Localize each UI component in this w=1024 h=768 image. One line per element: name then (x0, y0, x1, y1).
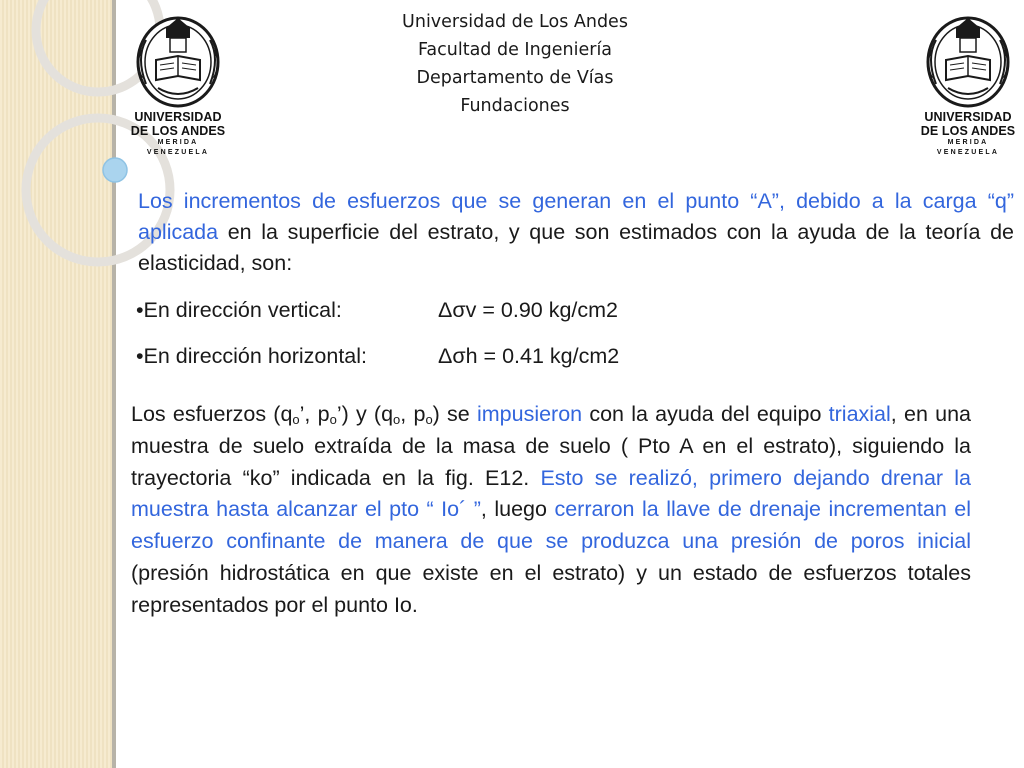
logo-line-university: UNIVERSIDAD (134, 110, 222, 124)
p2-text-4: , p (400, 402, 426, 426)
logo-line-merida: MERIDA VENEZUELA (146, 139, 210, 156)
logo-line-university: UNIVERSIDAD (924, 110, 1012, 124)
header-university: Universidad de Los Andes (402, 12, 628, 32)
p2-sub-2: o (329, 412, 337, 427)
p2-blue-2: triaxial (828, 402, 891, 426)
bullet-vertical-label: •En dirección vertical: (136, 298, 342, 322)
intro-paragraph (138, 186, 1014, 279)
bullet-vertical (136, 295, 618, 325)
university-crest-icon (128, 10, 228, 110)
p2-text-8: , luego (480, 497, 555, 522)
intro-text-3: en la superficie del estrato, y que son estimados con la ayuda de la teoría de elasticidad, son: (138, 220, 1014, 275)
p2-text-5: ) se (432, 402, 477, 426)
p2-sub-4: o (425, 412, 433, 427)
p2-text-7: , en una muestra de suelo extraída de la masa de suelo ( Pto A en el estrato), siguiendo la trayectoria “ko” indicada en la fig. E12. (131, 402, 971, 490)
intro-text-2: debido a la carga “q” aplicada (138, 189, 1014, 244)
bullet-horizontal-label: •En dirección horizontal: (136, 344, 368, 368)
university-logo-left (128, 10, 228, 156)
bullet-horizontal-value: Δσh = 0.41 kg/cm2 (438, 344, 620, 368)
header-department: Departamento de Vías (416, 68, 614, 88)
p2-text-9: (presión hidrostática en que existe en el estrato) y un estado de esfuerzos totales representados por el punto Io. (131, 560, 971, 617)
p2-text-2: ’, p (299, 402, 330, 426)
page-header (360, 8, 670, 120)
university-logo-right (918, 10, 1018, 156)
p2-text-1: Los esfuerzos (q (131, 402, 293, 426)
logo-line-de-los-andes: DE LOS ANDES (920, 124, 1016, 138)
p2-blue-4: cerraron la llave de drenaje incrementan el esfuerzo confinante de manera de que se produzca una presión de poros inicial (131, 497, 972, 554)
logo-line-de-los-andes: DE LOS ANDES (130, 124, 226, 138)
university-crest-icon (918, 10, 1018, 110)
p2-sub-1: o (292, 412, 300, 427)
header-course: Fundaciones (460, 96, 570, 116)
intro-text-1: Los incrementos de esfuerzos que se generan en el punto “A”, (138, 189, 797, 213)
p2-blue-3: Esto se realizó, primero dejando drenar la muestra hasta alcanzar el pto “ Io´ ” (131, 465, 971, 522)
p2-sub-3: o (393, 412, 401, 427)
p2-text-6: con la ayuda del equipo (582, 402, 829, 426)
body-paragraph (131, 399, 971, 622)
p2-blue-1: impusieron (476, 402, 583, 426)
header-faculty: Facultad de Ingeniería (417, 40, 613, 60)
logo-line-merida: MERIDA VENEZUELA (936, 139, 1000, 156)
bullet-vertical-value: Δσv = 0.90 kg/cm2 (438, 298, 618, 322)
decorative-dot (103, 158, 127, 182)
bullet-horizontal (136, 341, 619, 371)
p2-text-3: ’) y (q (336, 402, 394, 426)
